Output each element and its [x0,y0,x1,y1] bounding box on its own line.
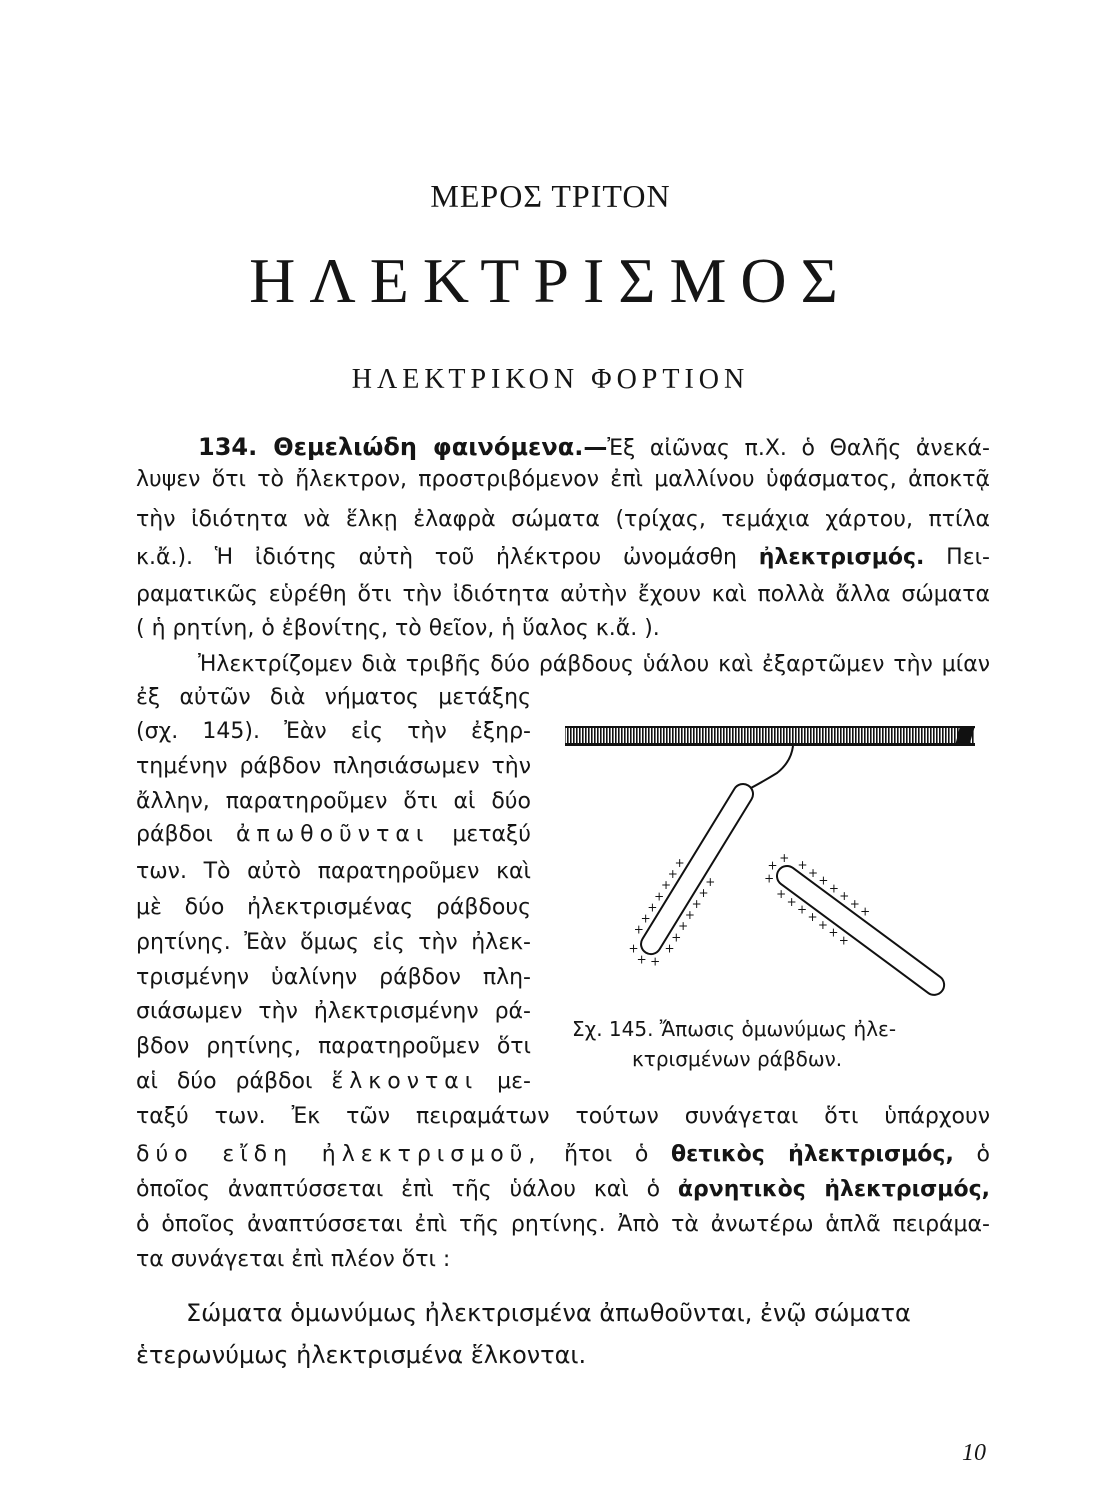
charge-mark: + [636,952,647,967]
main-title: ΗΛΕΚΤΡΙΣΜΟΣ [249,245,852,316]
text-line: σιάσωμεν τὴν ἠλεκτρισμένην ρά- [136,999,531,1024]
suspended-rod [637,780,756,958]
section-heading: 134. Θεμελιώδη φαινόμενα.— [198,433,608,461]
charge-mark: + [684,908,695,923]
charge-mark: + [671,930,682,945]
page-number: 10 [962,1440,986,1466]
charge-mark: + [678,919,689,934]
text-line: ὁποῖος ἀναπτύσσεται ἐπὶ τῆς ὑάλου καὶ ὁ ἀρνητικὸς ἠλεκτρισμός, [136,1177,990,1202]
charge-mark: + [786,894,797,909]
text-line: ἐξ αὐτῶν διὰ νήματος μετάξης [136,685,531,710]
text-line: ὁ ὁποῖος ἀναπτύσσεται ἐπὶ τῆς ρητίνης. Ἀπὸ τὰ ἀνωτέρω ἁπλᾶ πειράμα- [136,1212,990,1237]
text-line: Ἠλεκτρίζομεν διὰ τριβῆς δύο ράβδους ὑάλου καὶ ἐξαρτῶμεν τὴν μίαν [198,652,990,677]
charge-mark: + [664,941,675,956]
silk-thread [747,746,793,790]
charge-mark: + [650,954,661,969]
charge-mark: + [779,851,790,866]
text-line: ράβδοι ἀπωθοῦνται μεταξύ [136,822,532,847]
text-line: ρητίνης. Ἐὰν ὅμως εἰς τὴν ἠλεκ- [136,930,531,955]
text-line: ( ἡ ρητίνη, ὁ ἐβονίτης, τὸ θεῖον, ἡ ὕαλος κ.ἄ. ). [136,616,660,641]
charge-mark: + [674,856,685,870]
charge-mark: + [691,897,702,911]
text-line: κ.ἄ.). Ἡ ἰδιότης αὐτὴ τοῦ ἠλέκτρου ὠνομάσθη ἠλεκτρισμός. Πει- [136,545,990,570]
charge-mark: + [849,896,860,911]
charge-mark: + [776,887,787,901]
figure-caption-line: κτρισμένων ράβδων. [632,1047,843,1071]
section-title: ΗΛΕΚΤΡΙΚΟΝ ΦΟΡΤΙΟΝ [351,364,750,395]
charge-mark: + [797,858,808,873]
charge-mark: + [838,933,849,948]
charge-mark: + [660,878,672,893]
support-bar [565,726,975,746]
text-line: λυψεν ὅτι τὸ ἤλεκτρον, προστριβόμενον ἐπὶ μαλλίνου ὑφάσματος, ἀποκτᾷ [136,467,990,492]
figure-145 [555,718,985,1018]
charge-mark: + [633,922,644,937]
charge-mark: + [828,881,839,896]
text-line: τὴν ἰδιότητα νὰ ἕλκῃ ἐλαφρὰ σώματα (τρίχας, τεμάχια χάρτου, πτίλα [136,507,990,532]
charge-mark: + [698,885,709,900]
part-title: ΜΕΡΟΣ ΤΡΙΤΟΝ [430,178,671,214]
charge-mark: + [807,865,819,880]
charge-mark: + [828,925,839,940]
charge-mark: + [817,918,828,932]
text-line: τα συνάγεται ἐπὶ πλέον ὅτι : [136,1247,451,1272]
text-line: ταξύ των. Ἐκ τῶν πειραμάτων τούτων συνάγεται ὅτι ὑπάρχουν [136,1104,990,1129]
term-electricity: ἠλεκτρισμός. [758,545,925,570]
repulsion-illustration [555,718,985,1018]
charge-mark: + [654,889,665,904]
text-line: βδον ρητίνης, παρατηροῦμεν ὅτι [136,1034,531,1059]
term-positive-electricity: θετικὸς ἠλεκτρισμός, [671,1142,954,1167]
charge-mark: + [628,941,639,956]
conclusion-line: Σώματα ὁμωνύμως ἠλεκτρισμένα ἀπωθοῦνται, ἐνῷ σώματα [186,1299,911,1327]
charge-mark: + [764,871,775,886]
text-line: μὲ δύο ἠλεκτρισμένας ράβδους [136,895,531,920]
charge-mark: + [647,900,658,915]
text-line: ἄλλην, παρατηροῦμεν ὅτι αἱ δύο [136,789,531,814]
figure-caption-line: Σχ. 145. Ἄπωσις ὁμωνύμως ἠλε- [572,1017,897,1041]
text-line: ραματικῶς εὑρέθη ὅτι τὴν ἰδιότητα αὐτὴν ἔχουν καὶ πολλὰ ἄλλα σώματα [136,582,990,607]
held-rod [773,862,948,999]
conclusion-line: ἑτερωνύμως ἠλεκτρισμένα ἕλκονται. [136,1341,587,1369]
charge-mark: + [767,858,778,873]
text-line: 134. Θεμελιώδη φαινόμενα.—Ἐξ αἰῶνας π.Χ. ὁ Θαλῆς ἀνεκά- [198,433,990,461]
charge-mark: + [839,889,850,903]
text-line: των. Τὸ αὐτὸ παρατηροῦμεν καὶ [136,859,531,884]
charge-mark: + [705,874,716,889]
term-repel: ἀπωθοῦνται [235,822,430,847]
charge-mark: + [860,904,871,919]
charge-mark: + [818,873,829,888]
text-line: τρισμένην ὑαλίνην ράβδον πλη- [136,965,531,990]
term-negative-electricity: ἀρνητικὸς ἠλεκτρισμός, [677,1177,990,1202]
charge-mark: + [667,867,678,882]
text-line: (σχ. 145). Ἐὰν εἰς τὴν ἐξηρ- [136,719,531,744]
text-line: δύο εἴδη ἠλεκτρισμοῦ, ἤτοι ὁ θετικὸς ἠλεκτρισμός, ὁ [136,1142,990,1167]
charge-mark: + [807,910,818,925]
charge-mark: + [796,902,808,917]
term-attract: ἕλκονται [331,1069,479,1094]
text-line: τημένην ράβδον πλησιάσωμεν τὴν [136,754,531,779]
charge-mark: + [640,911,651,926]
text-line: αἱ δύο ράβδοι ἕλκονται με- [136,1069,531,1094]
